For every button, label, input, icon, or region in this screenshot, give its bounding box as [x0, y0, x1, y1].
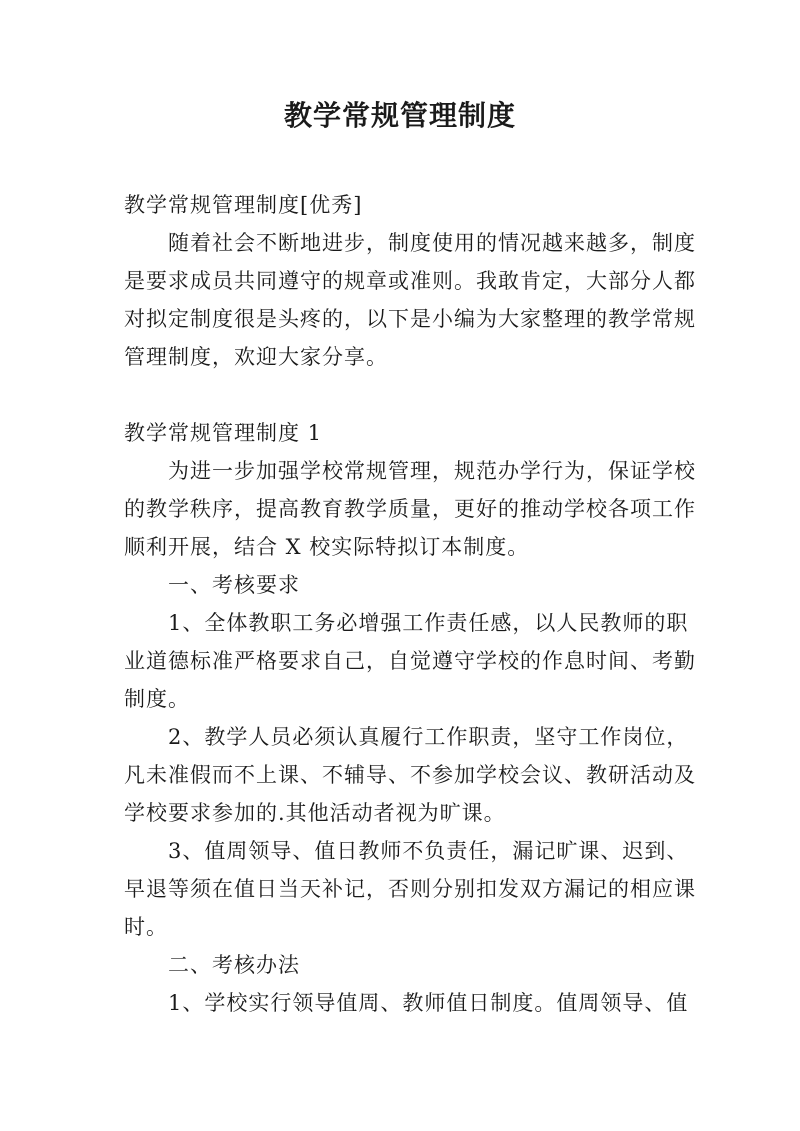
item2-line-3: 学校要求参加的.其他活动者视为旷课。 [124, 801, 506, 825]
section1-heading: 教学常规管理制度 1 [124, 421, 323, 445]
part1-heading: 一、考核要求 [168, 573, 300, 597]
document-body [124, 186, 696, 1022]
item1-line-1: 1、全体教职工务必增强工作责任感，以人民教师的职 [168, 611, 689, 635]
item2-line-2: 凡未准假而不上课、不辅导、不参加学校会议、教研活动及 [124, 763, 696, 787]
item1-line-2: 业道德标准严格要求自己，自觉遵守学校的作息时间、考勤 [124, 649, 696, 673]
part2-heading: 二、考核办法 [168, 953, 300, 977]
intro-line-1: 随着社会不断地进步，制度使用的情况越来越多，制度 [168, 231, 696, 255]
section1-line-1: 为进一步加强学校常规管理，规范办学行为，保证学校 [168, 459, 696, 483]
section1-line-3: 顺利开展，结合 X 校实际特拟订本制度。 [124, 535, 530, 559]
intro-line-4: 管理制度，欢迎大家分享。 [124, 345, 388, 369]
item2-line-1: 2、教学人员必须认真履行工作职责，坚守工作岗位， [168, 725, 689, 749]
item3-line-1: 3、值周领导、值日教师不负责任，漏记旷课、迟到、 [168, 839, 689, 863]
section1-line-2: 的教学秩序，提高教育教学质量，更好的推动学校各项工作 [124, 497, 696, 521]
intro-line-2: 是要求成员共同遵守的规章或准则。我敢肯定，大部分人都 [124, 269, 696, 293]
document-title: 教学常规管理制度 [283, 99, 516, 132]
intro-line-3: 对拟定制度很是头疼的，以下是小编为大家整理的教学常规 [124, 307, 696, 331]
intro-heading: 教学常规管理制度[优秀] [124, 193, 363, 217]
item4-line-1: 1、学校实行领导值周、教师值日制度。值周领导、值 [168, 991, 689, 1015]
paragraph-gap [124, 376, 680, 414]
item1-line-3: 制度。 [124, 687, 190, 711]
item3-line-2: 早退等须在值日当天补记，否则分别扣发双方漏记的相应课 [124, 877, 696, 901]
item3-line-3: 时。 [124, 915, 168, 939]
